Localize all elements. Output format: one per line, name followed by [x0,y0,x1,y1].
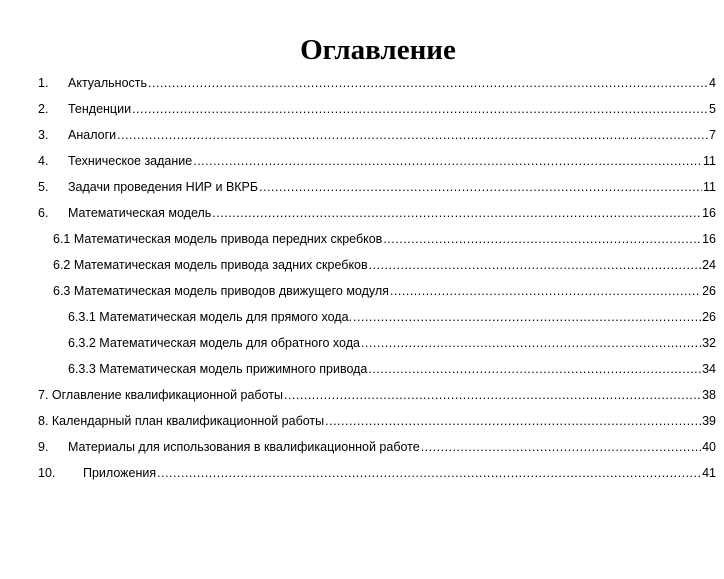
toc-entry[interactable] [0,100,716,118]
toc-entry-page: 39 [702,414,716,428]
toc-entry-page: 26 [702,310,716,324]
toc-entry[interactable] [0,152,716,170]
toc-entry[interactable] [0,74,716,92]
toc-entry-label[interactable]: Актуальность [68,76,148,90]
toc-entry-page: 16 [702,232,716,246]
toc-entry-label[interactable]: Материалы для использования в квалификационной работе [68,440,420,454]
toc-entry[interactable] [0,334,716,352]
toc-entry-number: 6. [38,206,49,220]
toc-entry-label[interactable]: 8. Календарный план квалификационной работы [38,414,325,428]
dot-leader [212,204,701,222]
toc-entry[interactable] [0,412,716,430]
dot-leader [368,360,701,378]
toc-entry-page: 4 [709,76,716,90]
toc-entry[interactable] [0,230,716,248]
toc-entry-label[interactable]: Приложения [83,466,157,480]
toc-entry-page: 41 [702,466,716,480]
toc-entry-page: 26 [702,284,716,298]
toc-entry-label[interactable]: 6.1 Математическая модель привода передних скребков [53,232,383,246]
toc-entry-page: 11 [703,154,716,168]
toc-entry-page: 40 [702,440,716,454]
toc-entry-page: 5 [709,102,716,116]
dot-leader [259,178,702,196]
toc-entry-label[interactable]: 6.3.3 Математическая модель прижимного привода [68,362,368,376]
dot-leader [132,100,708,118]
toc-entry-page: 38 [702,388,716,402]
toc-entry-page: 34 [702,362,716,376]
toc-entry-number: 10. [38,466,56,480]
dot-leader [383,230,701,248]
toc-entry-label[interactable]: Техническое задание [68,154,193,168]
dot-leader [421,438,701,456]
toc-entry[interactable] [0,464,716,482]
toc-entry-number: 1. [38,76,49,90]
toc-entry-label[interactable]: 6.2 Математическая модель привода задних скребков [53,258,368,272]
dot-leader [148,74,708,92]
toc-entry-label[interactable]: 6.3.2 Математическая модель для обратного хода [68,336,360,350]
toc-entry-page: 11 [703,180,716,194]
toc-entry-label[interactable]: Аналоги [68,128,117,142]
toc-entry-label[interactable]: 6.3 Математическая модель приводов движущего модуля [53,284,389,298]
toc-title: Оглавление [300,34,456,66]
toc-entry-number: 2. [38,102,49,116]
toc-entry-page: 24 [702,258,716,272]
toc-entry[interactable] [0,308,716,326]
dot-leader [193,152,702,170]
toc-entry[interactable] [0,360,716,378]
toc-entry-label[interactable]: 7. Оглавление квалификационной работы [38,388,283,402]
toc-entry-page: 32 [702,336,716,350]
dot-leader [369,256,701,274]
toc-entry-number: 9. [38,440,49,454]
dot-leader [325,412,701,430]
toc-entry-number: 3. [38,128,49,142]
toc-entry[interactable] [0,386,716,404]
dot-leader [157,464,701,482]
toc-entry-number: 5. [38,180,49,194]
toc-entry-number: 4. [38,154,49,168]
toc-entry-label[interactable]: Тенденции [68,102,132,116]
dot-leader [361,334,701,352]
dot-leader [390,282,701,300]
toc-entry-page: 7 [709,128,716,142]
toc-entry[interactable] [0,126,716,144]
toc-entry-label[interactable]: 6.3.1 Математическая модель для прямого хода. [68,310,352,324]
dot-leader [117,126,708,144]
toc-entry-page: 16 [702,206,716,220]
toc-entry[interactable] [0,282,716,300]
dot-leader [353,308,701,326]
toc-entry[interactable] [0,204,716,222]
toc-entry-label[interactable]: Задачи проведения НИР и ВКРБ [68,180,259,194]
toc-entry[interactable] [0,256,716,274]
toc-entry-label[interactable]: Математическая модель [68,206,212,220]
toc-entry[interactable] [0,438,716,456]
dot-leader [284,386,701,404]
toc-entry[interactable] [0,178,716,196]
